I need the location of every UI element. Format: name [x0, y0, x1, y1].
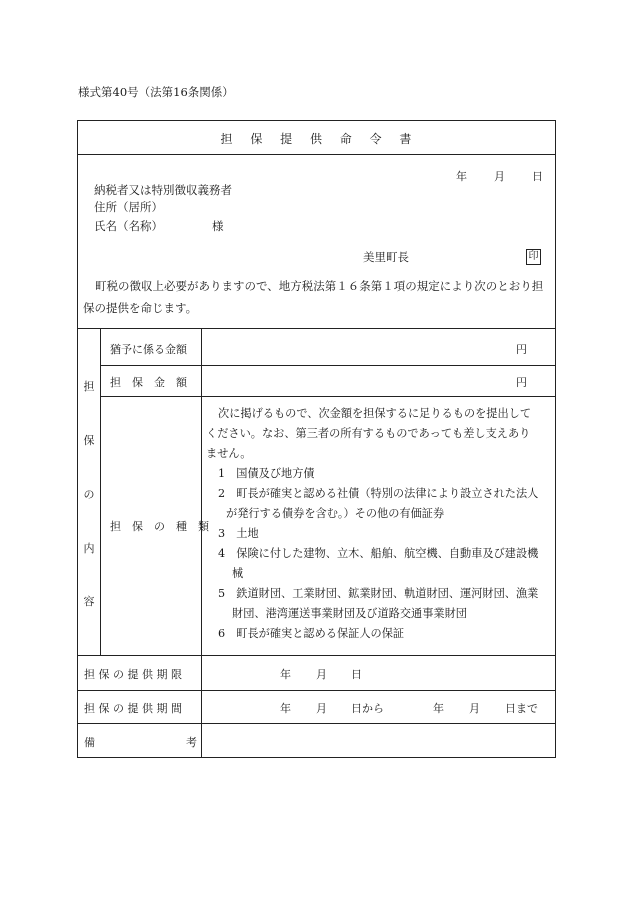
date-day: 日 — [532, 170, 543, 183]
intro-line-3: ません。 — [206, 447, 252, 460]
section-label-divider — [100, 328, 101, 655]
list-item-1: 1 国債及び地方債 — [218, 467, 315, 480]
list-item-5-cont: 財団、港湾運送事業財団及び道路交通事業財団 — [232, 607, 467, 620]
list-item-4: 4 保険に付した建物、立木、船舶、航空機、自動車及び建設機 — [218, 547, 539, 560]
recipient-role: 納税者又は特別徴収義務者 — [94, 183, 232, 197]
deadline-label: 担 保 の 提 供 期 限 — [84, 668, 182, 681]
issuer-name: 美里町長 — [363, 250, 409, 264]
period-end-day: 日まで — [505, 702, 538, 715]
intro-line-2: ください。なお、第三者の所有するものであっても差し支えあり — [206, 427, 531, 440]
date-year: 年 — [456, 170, 467, 183]
period-start-month: 月 — [316, 702, 327, 715]
recipient-name: 氏名（名称） — [94, 219, 163, 233]
deadline-month: 月 — [316, 668, 327, 681]
section-label-char-4: 内 — [83, 542, 95, 555]
list-item-2-cont: が発行する債券を含む。）その他の有価証券 — [226, 507, 445, 520]
row-divider-5 — [77, 723, 556, 724]
remarks-label-1: 備 — [84, 736, 95, 749]
period-start-day: 日から — [351, 702, 384, 715]
section-label-char-3: の — [83, 488, 95, 501]
form-number: 様式第40号（法第16条関係） — [78, 85, 234, 99]
seal-mark: 印 — [526, 249, 541, 265]
row-divider-2 — [100, 396, 556, 397]
period-start-year: 年 — [280, 702, 291, 715]
date-month: 月 — [494, 170, 505, 183]
security-amount-label: 担 保 金 額 — [110, 376, 187, 389]
section-label-char-2: 保 — [83, 434, 95, 447]
header-divider — [77, 328, 556, 329]
section-label-char-1: 担 — [83, 380, 95, 393]
section-label-char-5: 容 — [83, 595, 95, 608]
remarks-label-2: 考 — [186, 736, 197, 749]
list-item-6: 6 町長が確実と認める保証人の保証 — [218, 627, 405, 640]
security-amount-unit: 円 — [516, 376, 527, 389]
row-divider-4 — [77, 690, 556, 691]
label-column-divider — [201, 328, 202, 758]
period-end-month: 月 — [469, 702, 480, 715]
row-divider-3 — [77, 655, 556, 656]
list-item-4-cont: 械 — [232, 567, 244, 580]
intro-line-1: 次に掲げるもので、次金額を担保するに足りるものを提出して — [218, 407, 532, 420]
security-type-label: 担 保 の 種 類 — [110, 520, 209, 533]
title-divider — [77, 154, 556, 155]
period-label: 担 保 の 提 供 期 間 — [84, 702, 182, 715]
list-item-5: 5 鉄道財団、工業財団、鉱業財団、軌道財団、運河財団、漁業 — [218, 587, 539, 600]
grace-amount-label: 猶予に係る金額 — [110, 343, 187, 356]
list-item-2: 2 町長が確実と認める社債（特別の法律により設立された法人 — [218, 487, 539, 500]
deadline-year: 年 — [280, 668, 291, 681]
issue-date — [456, 168, 543, 184]
deadline-day: 日 — [351, 668, 362, 681]
order-text: 町税の徴収上必要がありますので、地方税法第１６条第１項の規定により次のとおり担保の提供を命じます。 — [83, 279, 544, 315]
document-title: 担 保 提 供 命 令 書 — [220, 132, 413, 146]
recipient-address: 住所（居所） — [94, 200, 163, 214]
list-item-3: 3 土地 — [218, 527, 259, 540]
grace-amount-unit: 円 — [516, 343, 527, 356]
honorific: 様 — [212, 219, 224, 233]
row-divider-1 — [100, 365, 556, 366]
security-type-content — [206, 404, 552, 644]
period-end-year: 年 — [433, 702, 444, 715]
